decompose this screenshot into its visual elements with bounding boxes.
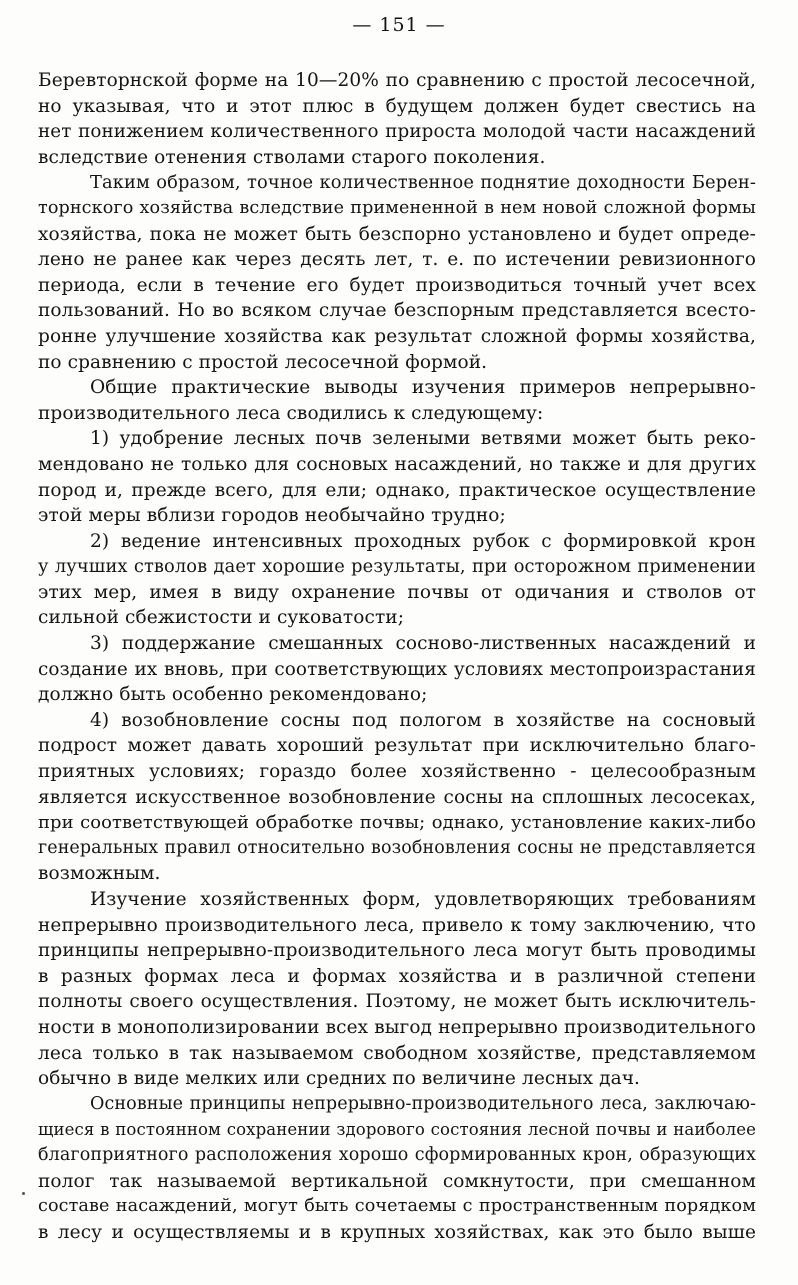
text-line: Таким образом, точное количественное поднятие доходности Берен- xyxy=(90,172,756,194)
text-line: нет понижением количественного прироста молодой части насаждений xyxy=(38,121,756,143)
text-line: Общие практические выводы изучения примеров непрерывно- xyxy=(90,377,756,399)
text-line: ронне улучшение хозяйства как результат сложной формы хозяйства, xyxy=(38,325,756,347)
text-line: полноты своего осуществления. Поэтому, не может быть исключитель- xyxy=(38,991,756,1013)
text-line: должно быть особенно рекомендовано; xyxy=(38,684,428,706)
text-line: полог так называемой вертикальной сомкнутости, при смешанном xyxy=(38,1170,756,1192)
text-line: леса только в так называемом свободном хозяйстве, представляемом xyxy=(38,1042,756,1064)
text-line: в лесу и осуществляемы и в крупных хозяйствах, как это было выше xyxy=(38,1221,756,1243)
text-line: пород и, прежде всего, для ели; однако, практическое осуществление xyxy=(38,479,756,501)
text-line: лено не ранее как через десять лет, т. е. по истечении ревизионного xyxy=(38,249,756,271)
text-line: хозяйства, пока не может быть безспорно установлено и будет опреде- xyxy=(38,223,756,245)
list-item-4 xyxy=(38,708,756,887)
text-line: создание их вновь, при соответствующих условиях местопроизрастания xyxy=(38,658,756,680)
text-line: вследствие отенения стволами старого поколения. xyxy=(38,146,546,168)
text-line: возможным. xyxy=(38,863,161,885)
text-line: обычно в виде мелких или средних по величине лесных дач. xyxy=(38,1068,641,1090)
text-line: ности в монополизировании всех выгод непрерывно производительного xyxy=(38,1016,756,1038)
text-line: по сравнению с простой лесосечной формой. xyxy=(38,351,488,373)
text-line: 4) возобновление сосны под пологом в хозяйстве на сосновый xyxy=(90,709,756,731)
text-line: сильной сбежистости и суковатости; xyxy=(38,607,405,629)
text-line: 2) ведение интенсивных проходных рубок с формировкой крон xyxy=(90,530,756,552)
text-line: торнского хозяйства вследствие примененной в нем новой сложной формы xyxy=(38,197,756,218)
text-line: этих мер, имея в виду охранение почвы от одичания и стволов от xyxy=(38,581,756,603)
text-line: периода, если в течение его будет производиться точный учет всех xyxy=(38,274,756,296)
text-line: Основные принципы непрерывно-производительного леса, заключаю- xyxy=(90,1093,756,1114)
text-line: Беревторнской форме на 10—20% по сравнению с простой лесосечной, xyxy=(38,70,756,91)
text-line: благоприятного расположения хорошо сформированных крон, образующих xyxy=(38,1144,756,1165)
text-line: пользований. Но во всяком случае безспорным представляется всесто- xyxy=(38,300,756,322)
page-number: — 151 — xyxy=(352,14,446,36)
text-line: составе насаждений, могут быть сочетаемы с пространственным порядком xyxy=(38,1196,756,1217)
list-item-3 xyxy=(38,631,756,708)
text-line: у лучших стволов дает хорошие результаты, при осторожном применении xyxy=(38,556,756,578)
body-text xyxy=(38,68,756,1245)
text-line: подрост может давать хороший результат при исключительно благо- xyxy=(38,735,756,757)
text-line: приятных условиях; гораздо более хозяйственно - целесообразным xyxy=(38,761,756,783)
list-item-1 xyxy=(38,426,756,528)
text-line: в разных формах леса и формах хозяйства и в различной степени xyxy=(38,965,756,987)
text-line: 1) удобрение лесных почв зелеными ветвями может быть реко- xyxy=(90,428,756,450)
paragraph-5 xyxy=(38,1092,756,1246)
text-line: 3) поддержание смешанных сосново-лиственных насаждений и xyxy=(90,633,756,655)
text-line: Изучение хозяйственных форм, удовлетворяющих требованиям xyxy=(90,889,756,910)
paragraph-2 xyxy=(38,170,756,375)
margin-speck xyxy=(22,1192,25,1195)
text-line: но указывая, что и этот плюс в будущем должен будет свестись на xyxy=(38,95,756,117)
paragraph-1 xyxy=(38,68,756,170)
text-line: генеральных правил относительно возобновления сосны не представляется xyxy=(38,837,756,858)
text-line: принципы непрерывно-производительного леса могут быть проводимы xyxy=(38,940,756,962)
text-line: щиеся в постоянном сохранении здорового состояния лесной почвы и наиболее xyxy=(38,1120,756,1140)
text-line: мендовано не только для сосновых насаждений, но также и для других xyxy=(38,453,756,475)
text-line: этой меры вблизи городов необычайно трудно; xyxy=(38,505,506,527)
paragraph-4 xyxy=(38,887,756,1092)
paragraph-3 xyxy=(38,375,756,426)
text-line: является искусственное возобновление сосны на сплошных лесосеках, xyxy=(38,786,756,808)
text-line: непрерывно производительного леса, привело к тому заключению, что xyxy=(38,914,756,936)
text-line: при соответствующей обработке почвы; однако, установление каких-либо xyxy=(38,812,756,834)
list-item-2 xyxy=(38,529,756,631)
text-line: производительного леса сводились к следующему: xyxy=(38,402,544,424)
